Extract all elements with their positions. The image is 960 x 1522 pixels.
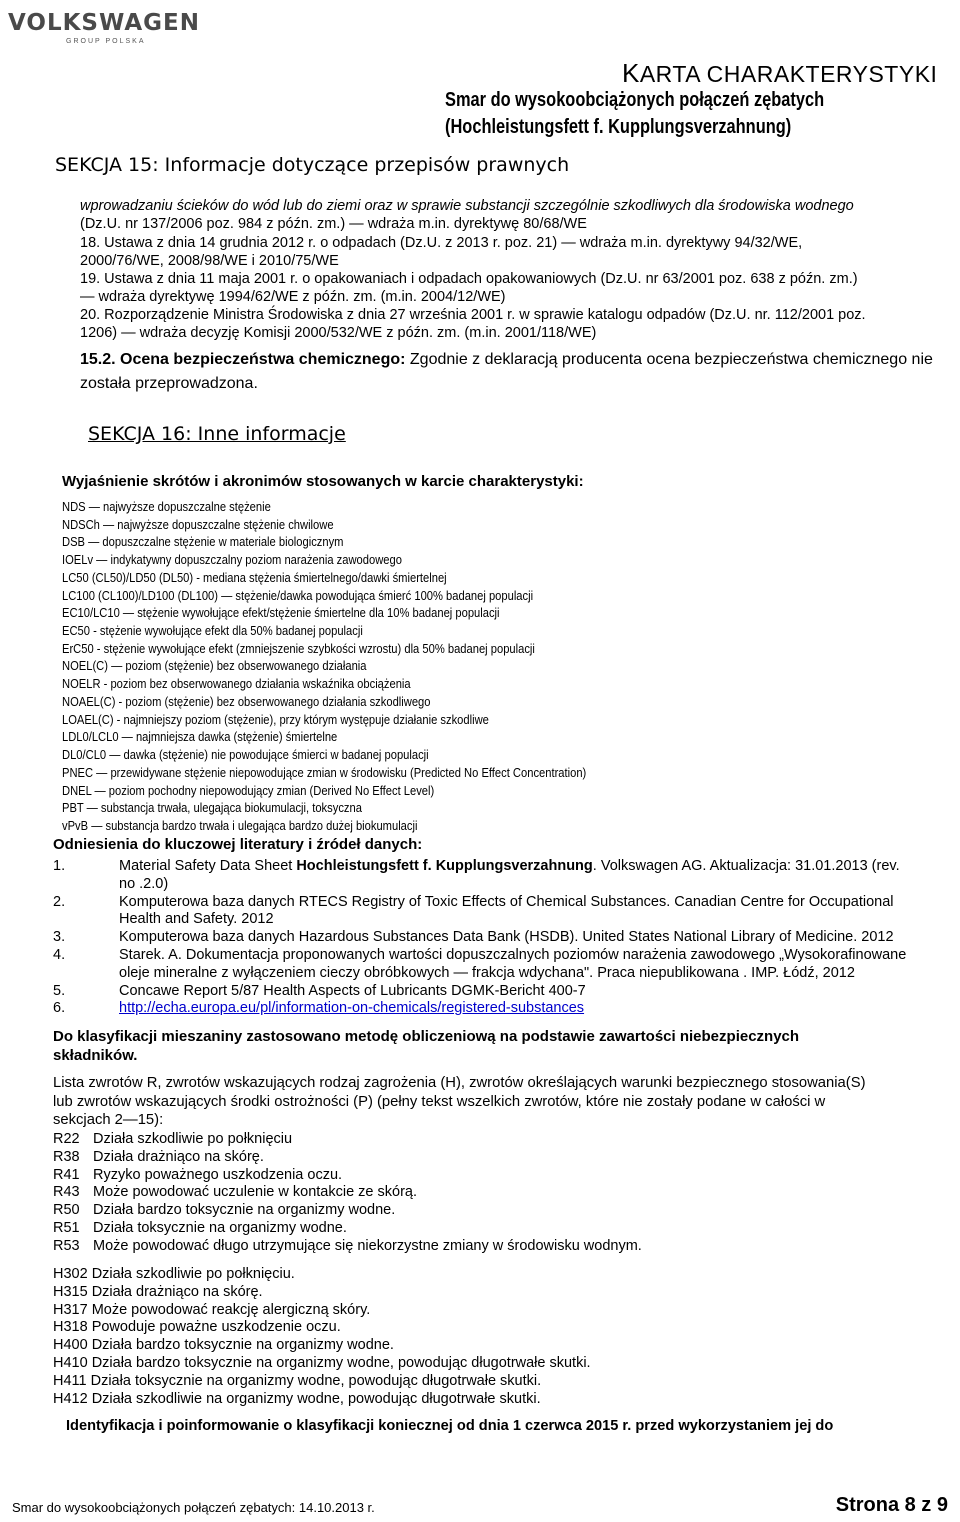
abbr-item: EC50 - stężenie wywołujące efekt dla 50% badanej populacji <box>62 623 363 639</box>
reference-item <box>53 858 953 894</box>
assessment-text: Zgodnie z deklaracją producenta ocena bezpieczeństwa chemicznego nie <box>405 351 933 368</box>
abbr-item: EC10/LC10 — stężenie wywołujące efekt/stężenie śmiertelne dla 10% badanej populacji <box>62 605 500 621</box>
abbreviations-list <box>62 498 586 835</box>
abbr-item: NOEL(C) — poziom (stężenie) bez obserwowanego działania <box>62 658 367 674</box>
h-phrase: H317 Może powodować reakcję alergiczną skóry. <box>53 1301 371 1318</box>
logo <box>8 10 200 45</box>
h-phrase: H400 Działa bardzo toksycznie na organizmy wodne. <box>53 1337 394 1354</box>
abbr-item: LDL0/LCL0 — najmniejsza dawka (stężenie) śmiertelne <box>62 729 338 745</box>
footer-document-name: Smar do wysokoobciążonych połączeń zębatych: 14.10.2013 r. <box>12 1500 375 1515</box>
s15-line-4: 19. Ustawa z dnia 11 maja 2001 r. o opakowaniach i odpadach opakowaniowych (Dz.U. nr 63/2001 poz. 638 z późn. zm.) <box>80 271 858 287</box>
reference-item <box>53 983 953 1001</box>
s15-line-2: 18. Ustawa z dnia 14 grudnia 2012 r. o odpadach (Dz.U. z 2013 r. poz. 21) — wdraża m.in. dyrektywy 94/32/WE, <box>80 235 803 251</box>
reference-text <box>119 947 906 983</box>
r-phrase <box>53 1220 642 1238</box>
logo-subtitle: GROUP POLSKA <box>66 38 146 45</box>
h-phrase: H411 Działa toksycznie na organizmy wodne, powodując długotrwałe skutki. <box>53 1372 542 1389</box>
reference-text-part: Komputerowa baza danych RTECS Registry of Toxic Effects of Chemical Substances. Canadian Centre for Occupational <box>119 893 894 910</box>
r-code: R41 <box>53 1166 80 1183</box>
abbr-item: LC50 (CL50)/LD50 (DL50) - mediana stężenia śmiertelnego/dawki śmiertelnej <box>62 569 447 585</box>
abbr-item: IOELv — indykatywny dopuszczalny poziom narażenia zawodowego <box>62 552 402 568</box>
assessment-text-cont: została przeprowadzona. <box>80 375 258 392</box>
reference-text-part: Material Safety Data Sheet <box>119 858 297 874</box>
r-text: Działa drażniąco na skórę. <box>93 1148 264 1165</box>
abbr-item: PBT — substancja trwała, ulegająca biokumulacji, toksyczna <box>62 800 362 816</box>
h-phrase: H315 Działa drażniąco na skórę. <box>53 1283 263 1300</box>
identification-note: Identyfikacja i poinformowanie o klasyfikacji koniecznej od dnia 1 czerwca 2015 r. przed wykorzystaniem jej do <box>66 1418 834 1434</box>
classification-line: składników. <box>53 1047 138 1064</box>
abbreviations-heading: Wyjaśnienie skrótów i akronimów stosowanych w karcie charakterystyki: <box>62 473 584 490</box>
r-text: Działa szkodliwie po połknięciu <box>93 1131 293 1147</box>
references-list <box>53 858 953 1018</box>
r-code: R50 <box>53 1202 80 1219</box>
reference-item <box>53 1000 953 1018</box>
reference-text-part: oleje mineralne z wyłączeniem cieczy obróbkowych — frakcja wdychana". Praca niepublikowana . IMP. Łódź, 2012 <box>119 964 855 981</box>
r-code: R51 <box>53 1219 80 1236</box>
reference-text-part: Starek. A. Dokumentacja proponowanych wartości dopuszczalnych poziomów narażenia zawodowego „Wysokorafinowane <box>119 946 907 963</box>
intro-line: sekcjach 2—15): <box>53 1112 164 1128</box>
product-name-german: (Hochleistungsfett f. Kupplungsverzahnung) <box>445 116 792 138</box>
abbr-item: NDSCh — najwyższe dopuszczalne stężenie chwilowe <box>62 516 334 532</box>
chemical-safety-assessment <box>80 348 933 396</box>
page-number: Strona 8 z 9 <box>835 1494 948 1516</box>
h-phrase: H410 Działa bardzo toksycznie na organizmy wodne, powodując długotrwałe skutki. <box>53 1354 591 1371</box>
abbr-item: vPvB — substancja bardzo trwała i ulegająca bardzo dużej biokumulacji <box>62 817 418 833</box>
s15-line-6: 20. Rozporządzenie Ministra Środowiska z dnia 27 września 2001 r. w sprawie katalogu odpadów (Dz.U. nr. 112/2001 poz. <box>80 307 866 323</box>
r-phrase <box>53 1167 642 1185</box>
h-phrase: H318 Powoduje poważne uszkodzenie oczu. <box>53 1319 341 1336</box>
abbr-item: NOAEL(C) - poziom (stężenie) bez obserwowanego działania szkodliwego <box>62 693 431 709</box>
classification-method <box>53 1027 946 1065</box>
reference-text <box>119 894 894 930</box>
r-phrase <box>53 1131 642 1149</box>
intro-line: lub zwrotów wskazujących środki ostrożności (P) (pełny tekst wszelkich zwrotów, które nie zostały podane w całości w <box>53 1093 826 1110</box>
abbr-item: LC100 (CL100)/LD100 (DL100) — stężenie/dawka powodująca śmierć 100% badanej populacji <box>62 587 534 603</box>
abbr-item: DSB — dopuszczalne stężenie w materiale biologicznym <box>62 534 344 550</box>
h-phrase: H302 Działa szkodliwie po połknięciu. <box>53 1266 295 1282</box>
abbr-item: ErC50 - stężenie wywołujące efekt (zmniejszenie szybkości wzrostu) dla 50% badanej populacji <box>62 640 535 656</box>
abbr-item: NOELR - poziom bez obserwowanego działania wskaźnika obciążenia <box>62 676 411 692</box>
reference-number: 6. <box>53 1000 66 1017</box>
reference-number: 2. <box>53 893 66 910</box>
abbr-item: DNEL — poziom pochodny niepowodujący zmian (Derived No Effect Level) <box>62 782 435 798</box>
h-phrases-list <box>53 1266 591 1408</box>
reference-number: 5. <box>53 982 66 999</box>
abbr-item: LOAEL(C) - najmniejszy poziom (stężenie), przy którym występuje działanie szkodliwe <box>62 711 489 727</box>
phrases-intro <box>53 1074 866 1130</box>
references-heading: Odniesienia do kluczowej literatury i źródeł danych: <box>53 836 423 853</box>
logo-brand: VOLKSWAGEN <box>8 10 200 36</box>
section-16-title: SEKCJA 16: Inne informacje <box>88 423 346 445</box>
document-type-rest: ARTA CHARAKTERYSTYKI <box>639 61 938 87</box>
assessment-label: 15.2. Ocena bezpieczeństwa chemicznego: <box>80 351 406 368</box>
document-type <box>622 58 937 89</box>
classification-line: Do klasyfikacji mieszaniny zastosowano metodę obliczeniową na podstawie zawartości niebezpiecznych <box>53 1028 800 1045</box>
reference-text-part: no .2.0) <box>119 875 169 892</box>
s15-line-3: 2000/76/WE, 2008/98/WE i 2010/75/WE <box>80 253 339 269</box>
r-text: Działa toksycznie na organizmy wodne. <box>93 1219 347 1236</box>
r-phrase <box>53 1238 642 1256</box>
reference-text-part: . Volkswagen AG. Aktualizacja: 31.01.2013 (rev. <box>592 858 900 874</box>
r-code: R53 <box>53 1237 80 1254</box>
abbr-item: PNEC — przewidywane stężenie niepowodujące zmian w środowisku (Predicted No Effect Concentration) <box>62 764 587 780</box>
r-code: R22 <box>53 1131 80 1147</box>
product-name: Smar do wysokoobciążonych połączeń zębatych <box>445 89 825 111</box>
echa-link[interactable]: http://echa.europa.eu/pl/information-on-chemicals/registered-substances <box>119 1000 585 1017</box>
reference-item <box>53 894 953 930</box>
s15-line-1: (Dz.U. nr 137/2006 poz. 984 z późn. zm.) — wdraża m.in. dyrektywę 80/68/WE <box>80 216 587 232</box>
h-phrase: H412 Działa szkodliwie na organizmy wodne, powodując długotrwałe skutki. <box>53 1390 541 1407</box>
reference-number: 4. <box>53 946 66 963</box>
reference-item <box>53 947 953 983</box>
reference-product: Hochleistungsfett f. Kupplungsverzahnung <box>296 858 593 874</box>
r-phrase <box>53 1149 642 1167</box>
reference-text: Komputerowa baza danych Hazardous Substances Data Bank (HSDB). United States National Library of Medicine. 2012 <box>119 929 894 946</box>
reference-text: Concawe Report 5/87 Health Aspects of Lubricants DGMK-Bericht 400-7 <box>119 982 586 999</box>
r-text: Może powodować długo utrzymujące się niekorzystne zmiany w środowisku wodnym. <box>93 1237 642 1254</box>
abbr-item: NDS — najwyższe dopuszczalne stężenie <box>62 499 271 514</box>
r-phrase <box>53 1202 642 1220</box>
section-15-title: SEKCJA 15: Informacje dotyczące przepisów prawnych <box>55 154 570 176</box>
reference-text-part: Health and Safety. 2012 <box>119 911 274 928</box>
r-text: Ryzyko poważnego uszkodzenia oczu. <box>93 1166 343 1183</box>
reference-text <box>119 858 900 894</box>
reference-number: 1. <box>53 858 66 874</box>
r-text: Może powodować uczulenie w kontakcie ze skórą. <box>93 1184 417 1201</box>
r-phrase <box>53 1184 642 1202</box>
intro-line: Lista zwrotów R, zwrotów wskazujących rodzaj zagrożenia (H), zwrotów określających warunki bezpiecznego stosowania(S) <box>53 1075 866 1091</box>
r-code: R38 <box>53 1148 80 1165</box>
s15-line-5: — wdraża dyrektywę 1994/62/WE z późn. zm. (m.in. 2004/12/WE) <box>80 289 506 305</box>
r-code: R43 <box>53 1184 80 1201</box>
abbr-item: DL0/CL0 — dawka (stężenie) nie powodujące śmierci w badanej populacji <box>62 747 429 763</box>
reference-number: 3. <box>53 929 66 946</box>
document-type-initial: K <box>622 58 640 88</box>
s15-line-0: wprowadzaniu ścieków do wód lub do ziemi oraz w sprawie substancji szczególnie szkodliwych dla środowiska wodnego <box>80 198 854 214</box>
r-phrases-list <box>53 1131 642 1256</box>
reference-item <box>53 929 953 947</box>
r-text: Działa bardzo toksycznie na organizmy wodne. <box>93 1202 396 1219</box>
s15-line-7: 1206) — wdraża decyzję Komisji 2000/532/WE z późn. zm. (m.in. 2001/118/WE) <box>80 325 597 341</box>
